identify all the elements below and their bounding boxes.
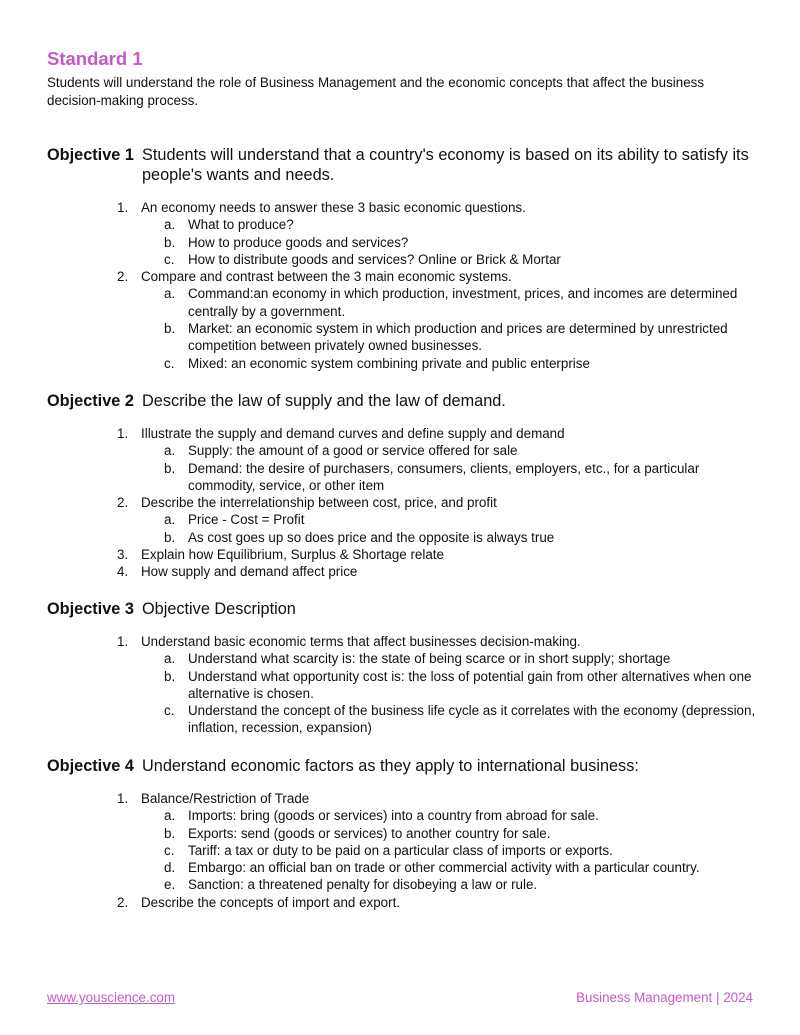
sub-item-text: Imports: bring (goods or services) into a country from abroad for sale. [188,808,599,824]
sub-item [164,825,757,842]
list-item [117,790,757,894]
sub-item-letter: a. [164,443,176,459]
sub-item [164,216,757,233]
sub-item-text: Understand the concept of the business life cycle as it correlates with the economy (depression, inflation, recession, expansion) [188,703,756,736]
list-item [117,425,757,494]
sub-item-text: What to produce? [188,217,294,233]
sub-item-letter: a. [164,808,176,824]
objective-text: Students will understand that a country's economy is based on its ability to satisfy its people's wants and needs. [142,146,749,184]
sub-item-letter: a. [164,217,176,233]
sub-item-text: How to produce goods and services? [188,234,409,250]
item-number: 2. [117,495,129,511]
objective-3 [47,599,757,737]
sub-item-letter: d. [164,860,176,876]
sub-item [164,234,757,251]
item-number: 1. [117,634,129,649]
sub-item-letter: a. [164,512,176,528]
item-text: How supply and demand affect price [141,564,358,580]
sub-item [164,876,757,893]
sub-item [164,859,757,876]
objective-heading [47,145,757,185]
sub-item-text: Mixed: an economic system combining private and public enterprise [188,355,590,371]
document-page [47,0,757,1035]
sub-item-text: Price - Cost = Profit [188,512,305,528]
item-text: An economy needs to answer these 3 basic economic questions. [141,200,526,215]
sub-item-letter: b. [164,529,176,545]
standard-description: Students will understand the role of Business Management and the economic concepts that affect the business decision-making process. [47,75,705,108]
sub-item [164,511,757,528]
sub-item [164,285,757,320]
sub-item [164,251,757,268]
list-item [117,633,757,737]
sub-item-text: How to distribute goods and services? Online or Brick & Mortar [188,251,561,267]
item-number: 1. [117,426,129,441]
sub-item-letter: a. [164,651,176,667]
sub-item [164,842,757,859]
sub-item-letter: b. [164,668,176,684]
sub-item [164,668,757,703]
sub-item [164,702,757,737]
sub-item-text: Market: an economic system in which production and prices are determined by unrestricted competition between privately owned businesses. [188,321,728,354]
sub-item-letter: a. [164,286,176,302]
footer-course-year: Business Management | 2024 [576,990,753,1005]
sub-item-text: Exports: send (goods or services) to another country for sale. [188,825,551,841]
list-item [117,563,757,580]
sub-item [164,355,757,372]
item-text: Compare and contrast between the 3 main economic systems. [141,269,512,285]
page-footer [47,990,753,1005]
sub-item [164,460,757,495]
item-number: 3. [117,547,129,563]
objective-items [47,425,757,581]
objective-label: Objective 2 [47,392,134,410]
sub-item-text: Sanction: a threatened penalty for disobeying a law or rule. [188,877,538,893]
objective-items [47,790,757,911]
sub-item [164,650,757,667]
objective-heading [47,599,757,619]
objective-2 [47,391,757,581]
list-item [117,199,757,268]
sub-item-text: Command:an economy in which production, investment, prices, and incomes are determined centrally by a government. [188,286,738,319]
item-text: Describe the concepts of import and export. [141,894,401,910]
objective-heading [47,756,757,776]
sub-item-letter: c. [164,355,175,371]
sub-item-letter: c. [164,703,175,719]
objective-4 [47,756,757,911]
objective-items [47,633,757,737]
item-text: Balance/Restriction of Trade [141,791,310,806]
objective-label: Objective 1 [47,146,134,164]
objective-label: Objective 4 [47,757,134,775]
objective-items [47,199,757,372]
website-link[interactable]: www.youscience.com [47,990,176,1005]
list-item [117,268,757,372]
sub-item [164,807,757,824]
sub-item [164,320,757,355]
sub-item-letter: c. [164,842,175,858]
item-number: 4. [117,564,129,580]
sub-item-text: Supply: the amount of a good or service offered for sale [188,443,518,459]
sub-item-letter: b. [164,825,176,841]
sub-item-text: Tariff: a tax or duty to be paid on a particular class of imports or exports. [188,842,613,858]
item-text: Describe the interrelationship between cost, price, and profit [141,495,497,511]
sub-item-letter: b. [164,234,176,250]
sub-item-letter: c. [164,251,175,267]
objective-label: Objective 3 [47,600,134,618]
item-number: 2. [117,894,129,910]
standard-title: Standard 1 [47,48,143,69]
sub-item-text: Understand what opportunity cost is: the loss of potential gain from other alternatives when one alternative is chosen. [188,668,752,701]
objective-1 [47,145,757,372]
objective-text: Objective Description [142,600,296,618]
sub-item-text: Embargo: an official ban on trade or other commercial activity with a particular country. [188,860,700,876]
sub-item-text: Demand: the desire of purchasers, consumers, clients, employers, etc., for a particular commodity, service, or other item [188,460,700,493]
item-text: Understand basic economic terms that affect businesses decision-making. [141,634,581,649]
sub-item-letter: b. [164,460,176,476]
objective-text: Describe the law of supply and the law of demand. [142,392,506,410]
sub-item-letter: b. [164,321,176,337]
item-number: 1. [117,791,129,806]
list-item [117,894,757,911]
sub-item-text: As cost goes up so does price and the opposite is always true [188,529,555,545]
sub-item [164,442,757,459]
item-text: Illustrate the supply and demand curves and define supply and demand [141,426,565,441]
objective-heading [47,391,757,411]
item-number: 2. [117,269,129,285]
item-text: Explain how Equilibrium, Surplus & Shortage relate [141,547,444,563]
list-item [117,494,757,546]
item-number: 1. [117,200,129,215]
sub-item-letter: e. [164,877,176,893]
sub-item [164,529,757,546]
sub-item-text: Understand what scarcity is: the state of being scarce or in short supply; shortage [188,651,671,667]
objective-text: Understand economic factors as they apply to international business: [142,757,639,775]
list-item [117,546,757,563]
